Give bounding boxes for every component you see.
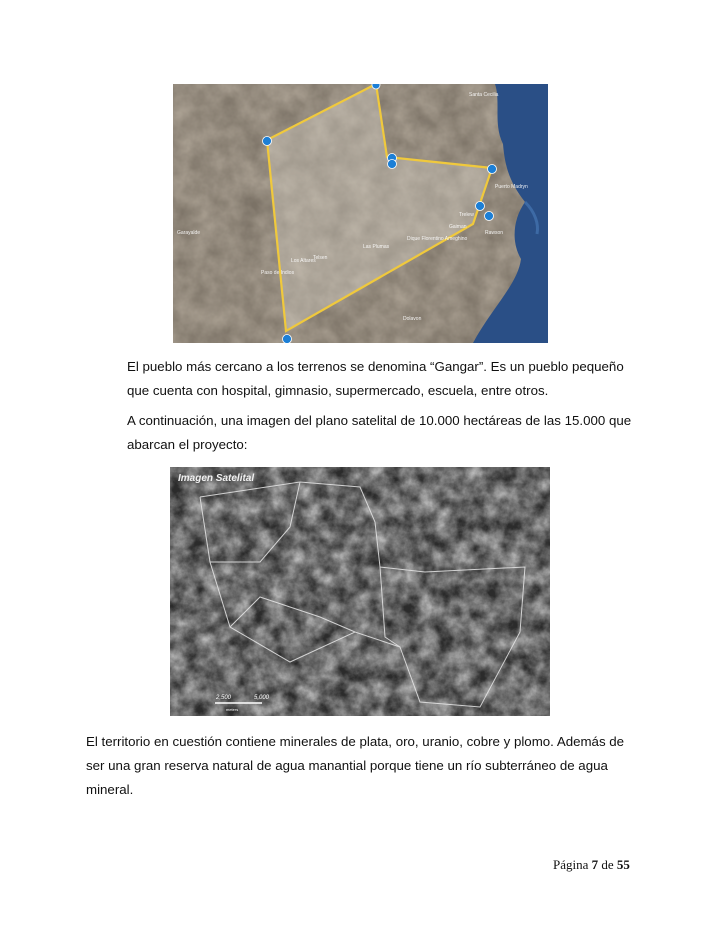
paragraph-territory-minerals: El territorio en cuestión contiene minerales de plata, oro, uranio, cobre y plomo. Además de ser una gran reserva natural de agua manantial porque tiene un río subterráneo de agua mineral.: [86, 734, 625, 797]
place-label: Rawson: [485, 230, 504, 236]
footer-sep: de: [601, 857, 614, 872]
satellite-map-region: [173, 84, 548, 343]
paragraph-satellite-intro: A continuación, una imagen del plano satelital de 10.000 hectáreas de las 15.000 que abarcan el proyecto:: [127, 413, 632, 452]
place-label: Puerto Madryn: [495, 184, 528, 190]
page-total: 55: [616, 857, 630, 872]
map-marker[interactable]: [372, 84, 380, 89]
map-marker[interactable]: [476, 202, 485, 211]
place-label: Dique Florentino Ameghino: [407, 236, 468, 242]
scale-label: 2,500: [216, 695, 232, 701]
map-marker[interactable]: [283, 335, 292, 344]
satellite-image-svg: [170, 467, 550, 716]
page-number: 7: [591, 857, 599, 872]
place-label: Trelew: [459, 212, 474, 218]
satellite-image-plan: [170, 467, 550, 716]
map-marker[interactable]: [485, 212, 494, 221]
paragraph-nearest-town: El pueblo más cercano a los terrenos se denomina “Gangar”. Es un pueblo pequeño que cuenta con hospital, gimnasio, supermercado, escuela, entre otros.: [127, 359, 624, 398]
satellite-label: Imagen Satelital: [178, 473, 255, 484]
terrain-texture: [170, 467, 550, 716]
map-marker[interactable]: [263, 137, 272, 146]
satellite-map-svg: [173, 84, 548, 343]
place-label: Santa Cecilia: [469, 92, 499, 98]
place-label: Los Altares: [291, 258, 316, 264]
page-footer: [553, 857, 630, 873]
place-label: Las Plumas: [363, 244, 390, 250]
place-label: Dolavon: [403, 316, 422, 322]
map-marker[interactable]: [388, 160, 397, 169]
place-label: Gaiman: [449, 224, 467, 230]
place-label: Paso de Indios: [261, 270, 295, 276]
footer-prefix: Página: [553, 857, 589, 872]
scale-label: 5,000: [254, 695, 270, 701]
map-marker[interactable]: [488, 165, 497, 174]
scale-unit: meters: [226, 707, 239, 712]
place-label: Telsen: [313, 255, 328, 261]
place-label: Garayalde: [177, 230, 201, 236]
